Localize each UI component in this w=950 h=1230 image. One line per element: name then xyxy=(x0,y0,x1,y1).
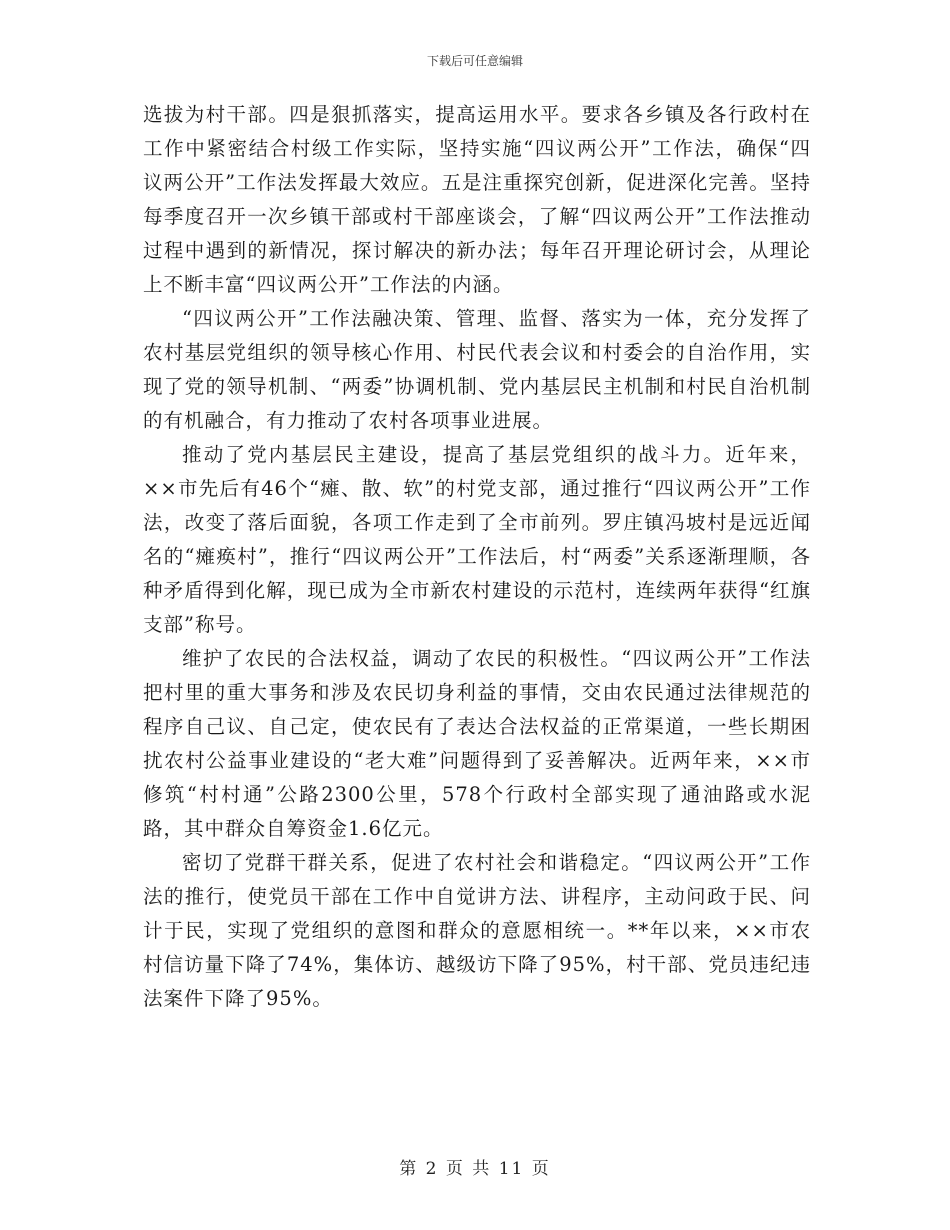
paragraph-democracy: 推动了党内基层民主建设，提高了基层党组织的战斗力。近年来，××市先后有46个“瘫、散、软”的村党支部，通过推行“四议两公开”工作法，改变了落后面貌，各项工作走到了全市前列。罗庄镇冯坡村是远近闻名的“瘫痪村”，推行“四议两公开”工作法后，村“两委”关系逐渐理顺，各种矛盾得到化解，现已成为全市新农村建设的示范村，连续两年获得“红旗支部”称号。 xyxy=(143,443,811,636)
document-body xyxy=(143,98,811,1016)
page-number: 第 2 页 共 11 页 xyxy=(399,1159,551,1179)
paragraph-continuation: 选拔为村干部。四是狠抓落实，提高运用水平。要求各乡镇及各行政村在工作中紧密结合村级工作实际，坚持实施“四议两公开”工作法，确保“四议两公开”工作法发挥最大效应。五是注重探究创新，促进深化完善。坚持每季度召开一次乡镇干部或村干部座谈会，了解“四议两公开”工作法推动过程中遇到的新情况，探讨解决的新办法；每年召开理论研讨会，从理论上不断丰富“四议两公开”工作法的内涵。 xyxy=(143,103,811,296)
paragraph-summary: “四议两公开”工作法融决策、管理、监督、落实为一体，充分发挥了农村基层党组织的领导核心作用、村民代表会议和村委会的自治作用，实现了党的领导机制、“两委”协调机制、党内基层民主机制和村民自治机制的有机融合，有力推动了农村各项事业进展。 xyxy=(143,307,811,432)
header-note: 下载后可任意编辑 xyxy=(426,54,523,68)
paragraph-harmony: 密切了党群干群关系，促进了农村社会和谐稳定。“四议两公开”工作法的推行，使党员干部在工作中自觉讲方法、讲程序，主动问政于民、问计于民，实现了党组织的意图和群众的意愿相统一。**年以来，××市农村信访量下降了74%，集体访、越级访下降了95%，村干部、党员违纪违法案件下降了95%。 xyxy=(143,851,811,1010)
paragraph-rights: 维护了农民的合法权益，调动了农民的积极性。“四议两公开”工作法把村里的重大事务和涉及农民切身利益的事情，交由农民通过法律规范的程序自己议、自己定，使农民有了表达合法权益的正常渠道，一些长期困扰农村公益事业建设的“老大难”问题得到了妥善解决。近两年来，××市修筑“村村通”公路2300公里，578个行政村全部实现了通油路或水泥路，其中群众自筹资金1.6亿元。 xyxy=(143,647,811,840)
